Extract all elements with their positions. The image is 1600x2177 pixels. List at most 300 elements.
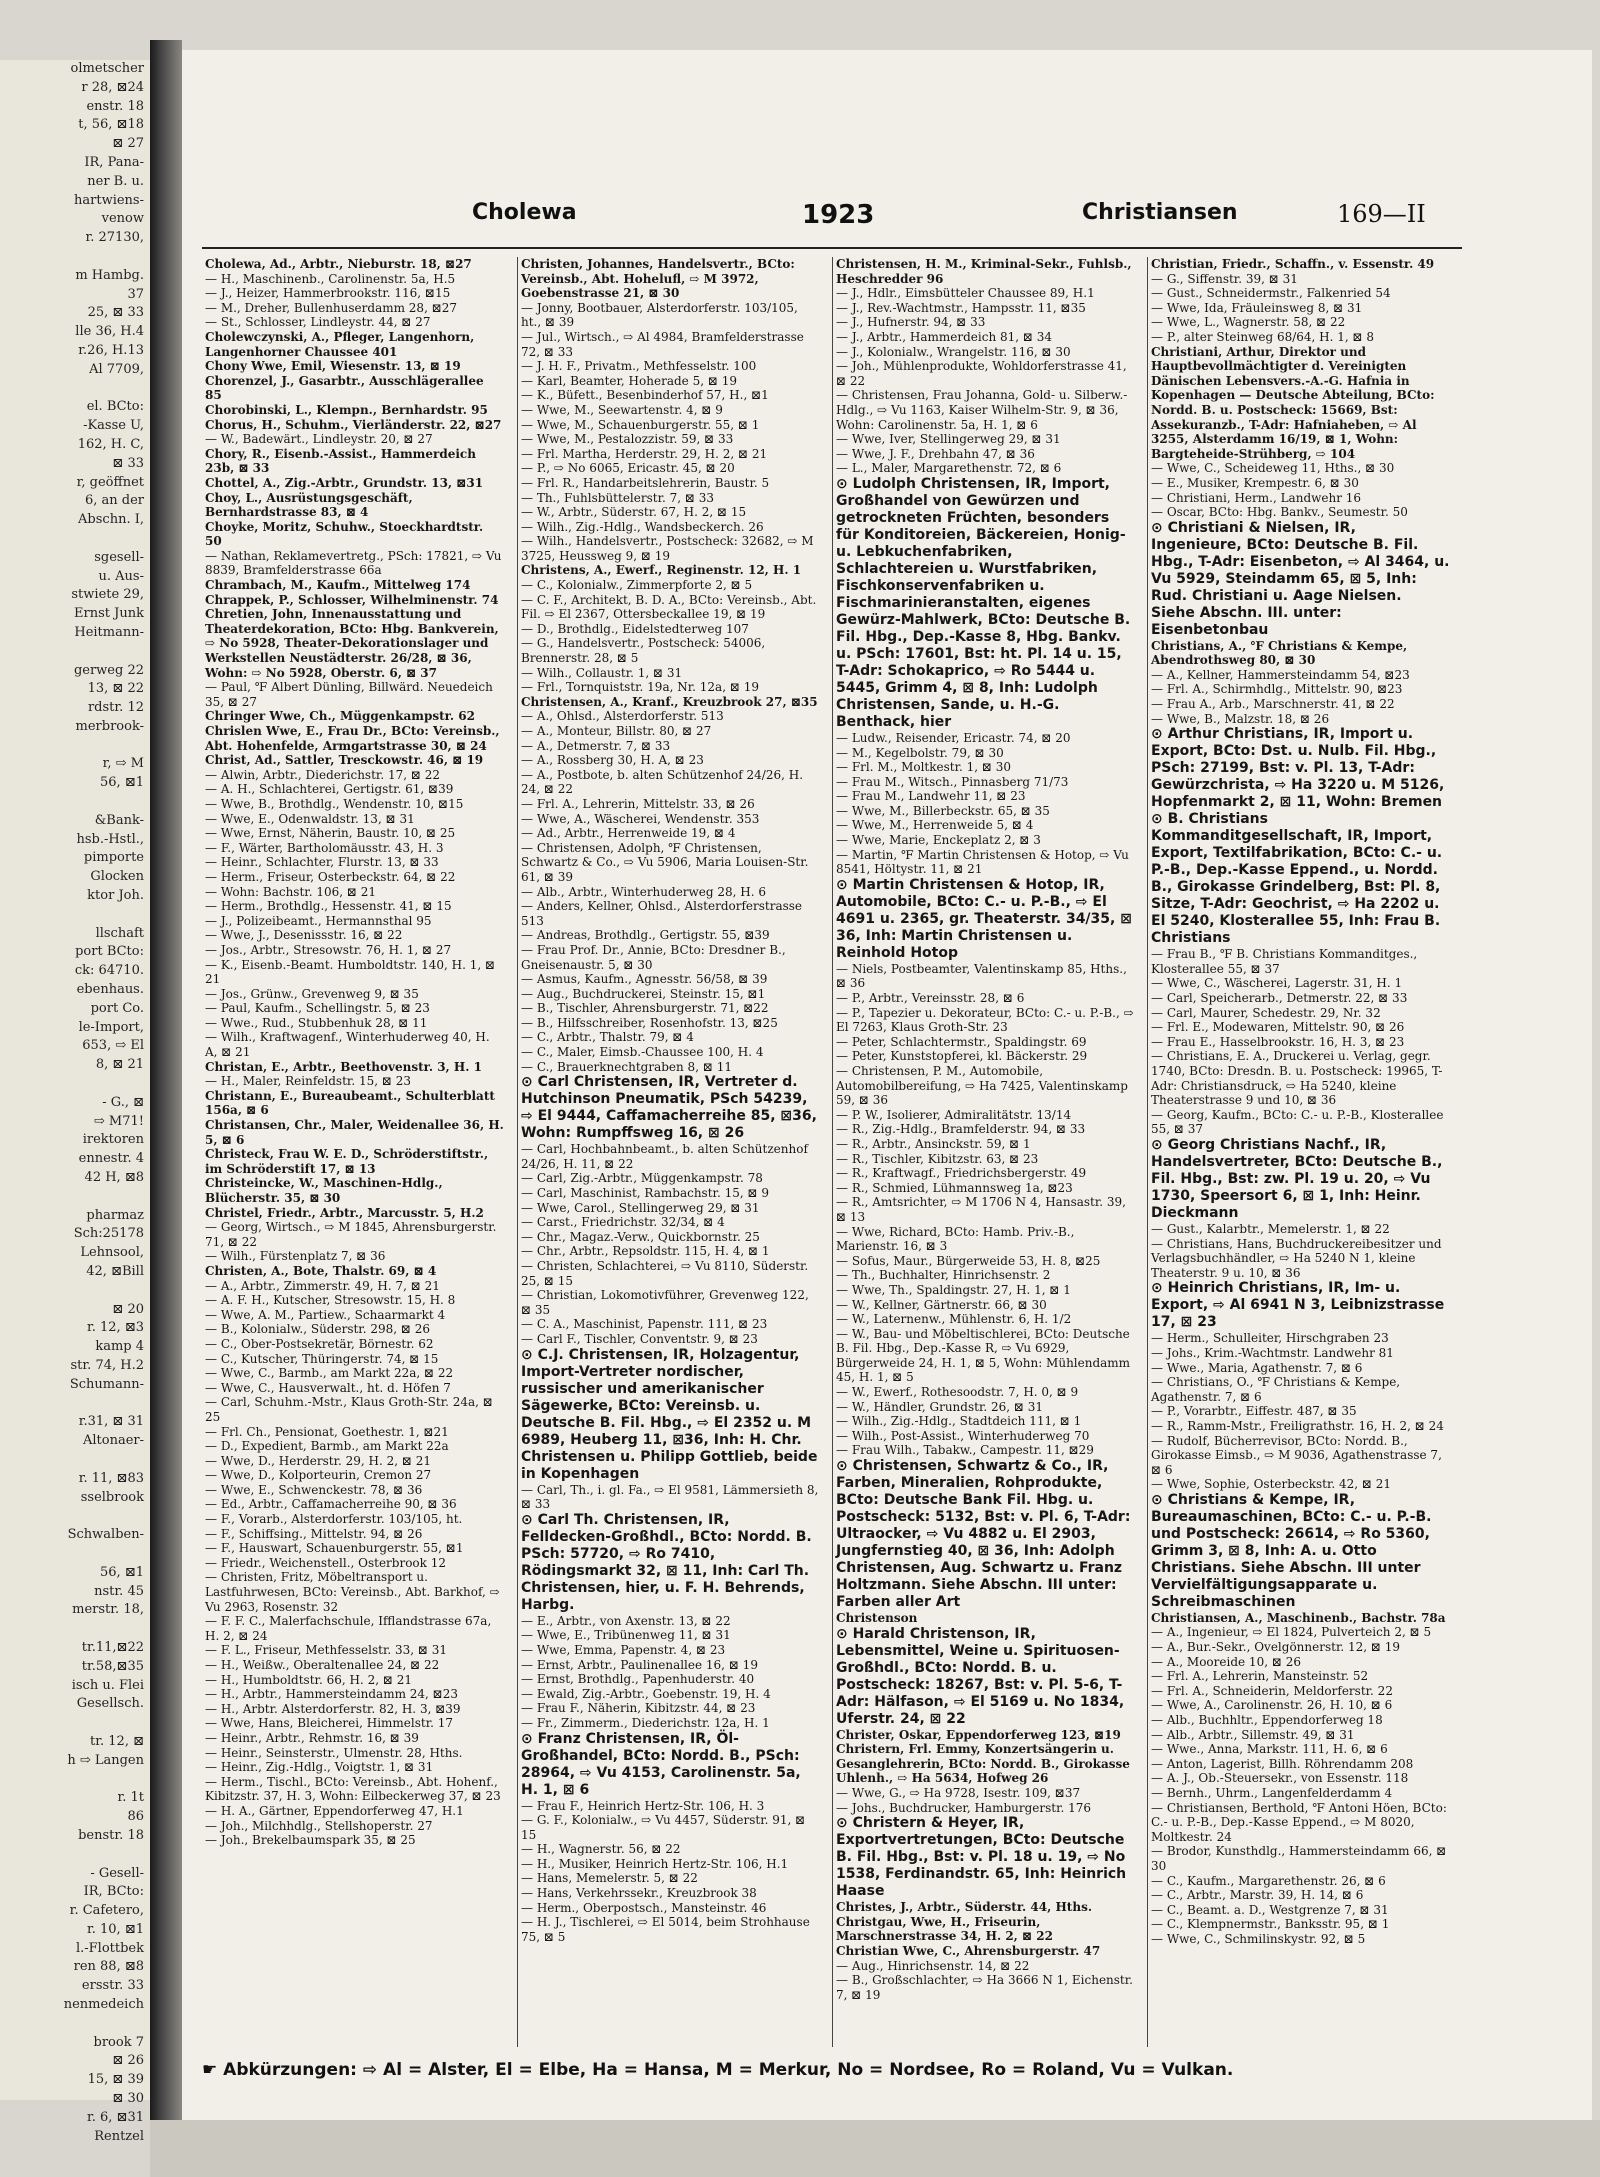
directory-entry: — C., Ober-Postsekretär, Börnestr. 62 [205,1336,434,1351]
directory-entry: — Christen, Schlachterei, ⇨ Vu 8110, Süderstr. 25, ⊠ 15 [521,1259,809,1288]
directory-entry: — P., Vorarbtr., Eiffestr. 487, ⊠ 35 [1151,1404,1357,1419]
directory-entry: Chrappek, P., Schlosser, Wilhelminenstr. 74 [205,592,499,607]
facing-page-line: nenmedeich [63,1997,144,2013]
directory-entry: — P., ⇨ No 6065, Ericastr. 45, ⊠ 20 [521,461,735,476]
facing-page-line: venow [101,211,144,227]
directory-entry: — J., Heizer, Hammerbrookstr. 116, ⊠15 [205,286,451,301]
facing-page-line: 13, ⊠ 22 [87,681,144,697]
facing-page-line: ktor Joh. [87,888,144,904]
directory-entry: — Andreas, Brothdlg., Gertigstr. 55, ⊠39 [521,928,770,943]
directory-entry: — A., Bur.-Sekr., Ovelgönnerstr. 12, ⊠ 19 [1151,1640,1401,1655]
directory-entry: — Frl. A., Schneiderin, Meldorferstr. 22 [1151,1683,1393,1698]
directory-entry: — Jul., Wirtsch., ⇨ Al 4984, Bramfelderstrasse 72, ⊠ 33 [521,329,804,359]
directory-entry: — H., Humboldtstr. 66, H. 2, ⊠ 21 [205,1672,412,1687]
firm-entry: ⊙ C.J. Christensen, IR, Holzagentur, Import-Vertreter nordischer, russischer und amerikanischer Sägewerke, BCto: Vereinsb. u. Deutsche B. Fil. Hbg., ⇨ El 2352 u. M 6989, Heuberg 11, ⊠36, Inh: H. Chr. Christensen u. Philipp Gottlieb, beide in Kopenhagen [521,1346,818,1482]
directory-entry: — L., Maler, Margarethenstr. 72, ⊠ 6 [836,461,1062,476]
facing-page-line: str. 74, H.2 [70,1357,144,1373]
directory-entry: — R., Arbtr., Ansinckstr. 59, ⊠ 1 [836,1136,1031,1151]
facing-page-line: h ⇨ Langen [67,1752,144,1768]
facing-page-line: olmetscher [70,61,144,76]
directory-entry: — Ernst, Brothdlg., Papenhuderstr. 40 [521,1672,755,1687]
directory-entry: — H., Maler, Reinfeldstr. 15, ⊠ 23 [205,1074,411,1089]
directory-entry: — F. F. C., Malerfachschule, Ifflandstrasse 67a, H. 2, ⊠ 24 [205,1614,492,1643]
directory-entry: Christiani, Arthur, Direktor und Hauptbevollmächtigter d. Vereinigten Dänischen Lebensvers.-A.-G. Hafnia in Kopenhagen — Deutsche Abteilung, BCto: Nordd. B. u. Postscheck: 15669, Bst: Assekuranzb., T-Adr: Hafniaheben, ⇨ Al 3255, Alsterdamm 16/19, ⊠ 1, Wohn: Bargteheide-Strühberg, ⇨ 104 [1151,344,1435,461]
directory-entry: — Christians, O., ℉ Christians & Kempe, Agathenstr. 7, ⊠ 6 [1151,1375,1401,1404]
directory-entry: — Wwe, Emma, Papenstr. 4, ⊠ 23 [521,1642,726,1657]
directory-entry: Christiansen, A., Maschinenb., Bachstr. 78a [1151,1610,1446,1625]
directory-entry: Christern, Frl. Emmy, Konzertsängerin u. Gesanglehrerin, BCto: Nordd. B., Girokasse Uhlenh., ⇨ Ha 5634, Hofweg 26 [836,1742,1130,1786]
directory-entry: Chrislen Wwe, E., Frau Dr., BCto: Vereinsb., Abt. Hohenfelde, Armgartstrasse 30, ⊠ 24 [205,724,500,753]
directory-entry: — H., Musiker, Heinrich Hertz-Str. 106, H.1 [521,1856,789,1871]
directory-entry: — Heinr., Schlachter, Flurstr. 13, ⊠ 33 [205,855,439,870]
directory-entry: — Frl. A., Schirmhdlg., Mittelstr. 90, ⊠23 [1151,682,1403,697]
facing-page-line: IR, BCto: [83,1884,144,1900]
directory-entry: Chory, R., Eisenb.-Assist., Hammerdeich 23b, ⊠ 33 [205,446,476,476]
directory-entry: — A., Rossberg 30, H. A, ⊠ 23 [521,753,704,768]
directory-entry: — Carst., Friedrichstr. 32/34, ⊠ 4 [521,1215,725,1230]
header-year: 1923 [802,200,875,230]
facing-page-line: tr.58,⊠35 [81,1658,144,1674]
directory-entry: Christensen, H. M., Kriminal-Sekr., Fuhlsb., Heschredder 96 [836,257,1132,286]
facing-page-line: irektoren [82,1132,144,1148]
directory-entry: — R., Schmied, Lühmannsweg 1a, ⊠23 [836,1180,1073,1195]
directory-entry: — Heinr., Zig.-Hdlg., Voigtstr. 1, ⊠ 31 [205,1760,434,1775]
facing-page-line: ⊠ 33 [112,455,144,471]
facing-page-strip [0,60,150,2144]
directory-entry: — Wilh., Handelsvertr., Postscheck: 32682, ⇨ M 3725, Heussweg 9, ⊠ 19 [521,534,814,563]
directory-entry: — Wwe, A. M., Partiew., Schaarmarkt 4 [205,1307,446,1322]
directory-entry: — W., Laternenw., Mühlenstr. 6, H. 1/2 [836,1312,1072,1327]
facing-page-line: IR, Pana- [84,154,144,170]
facing-page-line: t, 56, ⊠18 [78,117,144,133]
facing-page-line: hsb.-Hstl., [76,831,144,847]
firm-entry: ⊙ Ludolph Christensen, IR, Import, Großhandel von Gewürzen und getrockneten Früchten, besonders für Konditoreien, Bäckereien, Honig- u. Lebkuchenfabriken, Schlachtereien u. Wurstfabriken, Fischkonservenfabriken u. Fischmarinieranstalten, eigenes Gewürz-Mahlwerk, BCto: Deutsche B. Fil. Hbg., Dep.-Kasse 8, Hbg. Bankv. u. PSch: 17601, Bst: ht. Pl. 14 u. 15, T-Adr: Schokaprico, ⇨ Ro 5444 u. 5445, Grimm 4, ⊠ 8, Inh: Ludolph Christensen, Sande, u. H.-G. Benthack, hier [836,475,1131,730]
directory-entry: — Wwe, C., Hausverwalt., ht. d. Höfen 7 [205,1380,451,1395]
directory-entry: — M., Dreher, Bullenhuserdamm 28, ⊠27 [205,300,458,315]
directory-entry: — Christensen, Frau Johanna, Gold- u. Silberw.-Hdlg., ⇨ Vu 1163, Kaiser Wilhelm-Str. 9, ⊠ 36, Wohn: Carolinenstr. 5a, H. 1, ⊠ 6 [836,388,1128,432]
directory-entry: — W., Händler, Grundstr. 26, ⊠ 31 [836,1399,1044,1414]
directory-entry: — K., Büfett., Besenbinderhof 57, H., ⊠1 [521,388,769,403]
header-last-name: Christiansen [1082,200,1238,225]
directory-entry: — Karl, Beamter, Hoherade 5, ⊠ 19 [521,373,737,388]
facing-page-line: Glocken [90,869,144,885]
directory-entry: — F., Hauswart, Schauenburgerstr. 55, ⊠1 [205,1541,464,1556]
directory-entry: Christansen, Chr., Maler, Weidenallee 36, H. 5, ⊠ 6 [205,1118,504,1147]
facing-page-line: ⊠ 20 [112,1301,144,1317]
directory-entry: — Wwe, C., Schmilinskystr. 92, ⊠ 5 [1151,1931,1366,1946]
facing-page-line: stwiete 29, [71,587,144,603]
directory-entry: — Nathan, Reklamevertretg., PSch: 17821, ⇨ Vu 8839, Bramfelderstrasse 66a [205,548,502,578]
facing-page-line: -Kasse U, [83,418,144,434]
directory-entry: — Carl, Th., i. gl. Fa., ⇨ El 9581, Lämmersieth 8, ⊠ 33 [521,1482,819,1512]
facing-page-line: Schwalben- [67,1527,144,1543]
directory-entry: — Wilh., Collaustr. 1, ⊠ 31 [521,665,683,680]
directory-entry: — A., Ohlsd., Alsterdorferstr. 513 [521,709,724,724]
directory-entry: — Wwe, Iver, Stellingerweg 29, ⊠ 31 [836,432,1061,447]
facing-page-line: ren 88, ⊠8 [73,1959,144,1975]
directory-entry: — Wwe, E., Schwenckestr. 78, ⊠ 36 [205,1482,423,1497]
facing-page-line: 6, an der [84,493,144,509]
scan-background [150,2120,1600,2177]
directory-entry: — Paul, ℉ Albert Dünling, Billwärd. Neuedeich 35, ⊠ 27 [205,680,493,709]
facing-page-line: 37 [127,286,144,302]
directory-entry: — Christiani, Herm., Landwehr 16 [1151,490,1362,505]
directory-entry: — Carl, Speicherarb., Detmerstr. 22, ⊠ 33 [1151,991,1408,1006]
directory-entry: — F., Wärter, Bartholomäusstr. 43, H. 3 [205,840,444,855]
directory-entry: Cholewczynski, A., Pfleger, Langenhorn, Langenhorner Chaussee 401 [205,329,475,359]
facing-page-line: ⊠ 26 [112,2053,144,2069]
directory-entry: — Frau F., Näherin, Kibitzstr. 44, ⊠ 23 [521,1701,756,1716]
facing-page-line: lle 36, H.4 [75,324,144,340]
directory-entry: Christgau, Wwe, H., Friseurin, Marschnerstrasse 34, H. 2, ⊠ 22 [836,1914,1053,1944]
facing-page-line: ebenhaus. [76,982,144,998]
directory-entry: — Herm., Oberpostsch., Mansteinstr. 46 [521,1900,767,1915]
directory-entry: — W., Kellner, Gärtnerstr. 66, ⊠ 30 [836,1297,1047,1312]
directory-entry: Christians, A., ℉ Christians & Kempe, Abendrothsweg 80, ⊠ 30 [1151,638,1408,668]
directory-entry: — Wwe, C., Barmb., am Markt 22a, ⊠ 22 [205,1366,454,1381]
directory-entry: — Wilh., Post-Assist., Winterhuderweg 70 [836,1428,1090,1443]
directory-entry: — Alb., Buchhltr., Eppendorferweg 18 [1151,1713,1383,1728]
directory-entry: — Aug., Hinrichsenstr. 14, ⊠ 22 [836,1958,1030,1973]
directory-entry: — B., Großschlachter, ⇨ Ha 3666 N 1, Eichenstr. 7, ⊠ 19 [836,1973,1133,2002]
directory-entry: — Martin, ℉ Martin Christensen & Hotop, ⇨ Vu 8541, Höltystr. 11, ⊠ 21 [836,847,1129,877]
facing-page-line: 15, ⊠ 39 [87,2072,144,2088]
directory-entry: — W., Ewerf., Rothesoodstr. 7, H. 0, ⊠ 9 [836,1385,1079,1400]
directory-entry: — Frl., Tornquiststr. 19a, Nr. 12a, ⊠ 19 [521,680,759,695]
directory-entry: — Ludw., Reisender, Ericastr. 74, ⊠ 20 [836,730,1071,745]
directory-entry: — Jonny, Bootbauer, Alsterdorferstr. 103/105, ht., ⊠ 39 [521,300,798,330]
directory-entry: — C., Kutscher, Thüringerstr. 74, ⊠ 15 [205,1351,439,1366]
firm-entry: ⊙ Harald Christenson, IR, Lebensmittel, Weine u. Spirituosen-Großhdl., BCto: Nordd. B. u. Postscheck: 18267, Bst: v. Pl. 5-6, T-Adr: Hälfason, ⇨ El 5169 u. No 1834, Uferstr. 24, ⊠ 22 [836,1625,1125,1727]
directory-entry: — Frl. Martha, Herderstr. 29, H. 2, ⊠ 21 [521,446,768,461]
directory-entry: — Anders, Kellner, Ohlsd., Alsterdorferstrasse 513 [521,899,803,928]
directory-entry: — Wwe, Hans, Bleicherei, Himmelstr. 17 [205,1716,454,1731]
directory-entry: — Frl. A., Lehrerin, Mittelstr. 33, ⊠ 26 [521,796,755,811]
facing-page-line: benstr. 18 [78,1827,144,1843]
facing-page-line [0,1451,150,1470]
facing-page-line: Schumann- [69,1376,144,1392]
facing-page-line: el. BCto: [86,399,144,415]
directory-entry: — Herm., Tischl., BCto: Vereinsb., Abt. Hohenf., Kibitzstr. 37, H. 3, Wohn: Eilbeckerweg 37, ⊠ 23 [205,1774,501,1804]
directory-entry: — C., Arbtr., Marstr. 39, H. 14, ⊠ 6 [1151,1888,1364,1903]
directory-entry: — F., Schiffsing., Mittelstr. 94, ⊠ 26 [205,1526,423,1541]
directory-entry: — W., Bau- und Möbeltischlerei, BCto: Deutsche B. Fil. Hbg., Dep.-Kasse R, ⇨ Vu 6929, Bürgerweide 24, H. 1, ⊠ 5, Wohn: Mühlendamm 45, H. 1, ⊠ 5 [836,1326,1131,1385]
directory-entry: Choyke, Moritz, Schuhw., Stoeckhardtstr. 50 [205,519,484,549]
directory-entry: — Anton, Lagerist, Billh. Röhrendamm 208 [1151,1756,1414,1771]
entry-columns [202,257,1462,2047]
directory-entry: — Wwe, Ernst, Näherin, Baustr. 10, ⊠ 25 [205,826,456,841]
facing-page-line [0,1620,150,1639]
facing-page-line: merstr. 18, [72,1602,144,1618]
directory-entry: — Wwe, M., Billerbeckstr. 65, ⊠ 35 [836,803,1050,818]
facing-page-line [0,1282,150,1301]
directory-entry: — R., Kraftwagf., Friedrichsbergerstr. 49 [836,1166,1087,1181]
facing-page-line: ennestr. 4 [78,1151,144,1167]
facing-page-line [0,793,150,812]
directory-entry: — R., Amtsrichter, ⇨ M 1706 N 4, Hansastr. 39, ⊠ 13 [836,1195,1126,1224]
directory-entry: — Wwe, C., Scheideweg 11, Hths., ⊠ 30 [1151,461,1395,476]
directory-entry: — Wwe, E., Tribünenweg 11, ⊠ 31 [521,1628,731,1643]
directory-entry: — Sofus, Maur., Bürgerweide 53, H. 8, ⊠25 [836,1253,1101,1268]
directory-entry: — Wwe, M., Seewartenstr. 4, ⊠ 9 [521,402,723,417]
directory-entry: Christan, E., Arbtr., Beethovenstr. 3, H. 1 [205,1059,482,1074]
directory-entry: — Jos., Grünw., Grevenweg 9, ⊠ 35 [205,986,419,1001]
directory-entry: — Frau M., Landwehr 11, ⊠ 23 [836,789,1026,804]
facing-page-line: ⊠ 30 [112,2091,144,2107]
facing-page-line: pimporte [83,850,144,866]
facing-page-line: r. 27130, [85,230,144,246]
directory-entry: — Gust., Schneidermstr., Falkenried 54 [1151,286,1391,301]
directory-entry: — J., Hufnerstr. 94, ⊠ 33 [836,315,986,330]
abbreviations-footer: ☛ Abkürzungen: ⇨ Al = Alster, El = Elbe, Ha = Hansa, M = Merkur, No = Nordsee, Ro = Roland, Vu = Vulkan. [202,2060,1234,2080]
directory-entry: — Chr., Arbtr., Repsoldstr. 115, H. 4, ⊠ 1 [521,1244,770,1259]
directory-entry: — H., Wagnerstr. 56, ⊠ 22 [521,1842,681,1857]
directory-entry: — W., Badewärt., Lindleystr. 20, ⊠ 27 [205,432,433,447]
directory-entry: — Carl, Schuhm.-Mstr., Klaus Groth-Str. 24a, ⊠ 25 [205,1395,493,1424]
directory-entry: — Frl. E., Modewaren, Mittelstr. 90, ⊠ 26 [1151,1020,1405,1035]
directory-entry: — E., Musiker, Krempestr. 6, ⊠ 30 [1151,475,1359,490]
facing-page-line: r. 10, ⊠1 [86,1921,144,1937]
directory-entry: — Wwe, Marie, Enckeplatz 2, ⊠ 3 [836,833,1041,848]
facing-page-line: r.26, H.13 [78,342,144,358]
directory-entry: — Peter, Kunststopferei, kl. Bäckerstr. 29 [836,1049,1088,1064]
facing-page-line [0,530,150,549]
facing-page-line: Lehnsool, [80,1245,144,1261]
facing-page-line [0,1075,150,1094]
directory-entry: — Georg, Kaufm., BCto: C.- u. P.-B., Klosterallee 55, ⊠ 37 [1151,1107,1444,1137]
directory-entry: Christ, Ad., Sattler, Tresckowstr. 46, ⊠ 19 [205,753,484,768]
directory-entry: — Oscar, BCto: Hbg. Bankv., Seumestr. 50 [1151,505,1408,520]
directory-entry: — Aug., Buchdruckerei, Steinstr. 15, ⊠1 [521,986,766,1001]
directory-entry: — Wwe, J., Desenissstr. 16, ⊠ 22 [205,928,403,943]
facing-page-line: enstr. 18 [86,98,144,114]
facing-page-line: pharmaz [86,1207,144,1223]
facing-page-line [0,737,150,756]
directory-entry: — J., Arbtr., Hammerdeich 81, ⊠ 34 [836,329,1053,344]
directory-entry: — A. J., Ob.-Steuersekr., von Essenstr. 118 [1151,1771,1409,1786]
directory-entry: Christian Wwe, C., Ahrensburgerstr. 47 [836,1943,1101,1958]
facing-page-line: - G., ⊠ [102,1094,144,1110]
directory-entry: Christann, E., Bureaubeamt., Schulterblatt 156a, ⊠ 6 [205,1088,495,1118]
directory-entry: — Wwe, L., Wagnerstr. 58, ⊠ 22 [1151,315,1346,330]
facing-page-line: 162, H. C, [77,436,144,452]
directory-entry: — H. J., Tischlerei, ⇨ El 5014, beim Strohhause 75, ⊠ 5 [521,1915,810,1944]
directory-entry: Chorobinski, L., Klempn., Bernhardstr. 95 [205,402,488,417]
directory-entry: — H., Weißw., Oberaltenallee 24, ⊠ 22 [205,1658,440,1672]
directory-entry: — C., Arbtr., Thalstr. 79, ⊠ 4 [521,1030,694,1045]
facing-page-line: Gesellsch. [76,1696,144,1712]
facing-page-line: Sch:25178 [73,1226,144,1242]
directory-entry: — Christians, Hans, Buchdruckereibesitzer und Verlagsbuchhändler, ⇨ Ha 5240 N 1, kleine Theaterstr. 9 u. 10, ⊠ 36 [1151,1236,1442,1280]
directory-entry: — Wwe, M., Herrenweide 5, ⊠ 4 [836,818,1034,833]
directory-entry: — Fr., Zimmerm., Diederichstr. 12a, H. 1 [521,1715,770,1730]
directory-entry: Chrambach, M., Kaufm., Mittelweg 174 [205,578,471,593]
directory-entry: — Wwe, B., Brothdlg., Wendenstr. 10, ⊠15 [205,796,464,811]
directory-entry: — Carl, Hochbahnbeamt., b. alten Schützenhof 24/26, H. 11, ⊠ 22 [521,1142,808,1171]
directory-entry: — Herm., Brothdlg., Hessenstr. 41, ⊠ 15 [205,899,452,914]
directory-entry: — Christen, Fritz, Möbeltransport u. Lastfuhrwesen, BCto: Vereinsb., Abt. Barkhof, ⇨ Vu 2963, Rosenstr. 32 [205,1570,500,1614]
facing-page-line: merbrook- [75,718,144,734]
directory-entry: — J., Rev.-Wachtmstr., Hampsstr. 11, ⊠35 [836,300,1086,315]
facing-page-line: m Hambg. [75,267,144,283]
directory-entry: — Wilh., Fürstenplatz 7, ⊠ 36 [205,1249,386,1264]
directory-entry: — Wwe, D., Herderstr. 29, H. 2, ⊠ 21 [205,1453,432,1468]
directory-entry: — Ewald, Zig.-Arbtr., Goebenstr. 19, H. 4 [521,1686,771,1701]
facing-page-line [0,1545,150,1564]
directory-entry: — Chr., Magaz.-Verw., Quickbornstr. 25 [521,1229,760,1244]
directory-entry: — F., Vorarb., Alsterdorferstr. 103/105, ht. [205,1512,463,1527]
directory-entry: — Johs., Buchdrucker, Hamburgerstr. 176 [836,1800,1092,1815]
directory-entry: — Joh., Mühlenprodukte, Wohldorferstrasse 41, ⊠ 22 [836,359,1127,388]
firm-entry: ⊙ B. Christians Kommanditgesellschaft, IR, Import, Export, Textilfabrikation, BCto: C.- u. P.-B., Dep.-Kasse Eppend., u. Nordd. B., Girokasse Grindelberg, Bst: Pl. 8, Sitze, T-Adr: Geochrist, ⇨ Ha 2202 u. El 5240, Klosterallee 55, Inh: Frau B. Christians [1151,811,1443,947]
facing-page-line: kamp 4 [95,1339,144,1355]
facing-page-line: 56, ⊠1 [100,1564,144,1580]
directory-entry: — Wwe, A., Wäscherei, Wendenstr. 353 [521,811,760,826]
column-4 [1147,257,1450,2047]
directory-entry: — Herm., Friseur, Osterbeckstr. 64, ⊠ 22 [205,869,456,884]
facing-page-line: 42 H, ⊠8 [84,1170,144,1186]
directory-entry: — Christensen, Adolph, ℉ Christensen, Schwartz & Co., ⇨ Vu 5906, Maria Louisen-Str. 61, ⊠ 39 [521,840,809,884]
facing-page-line: r. 12, ⊠3 [86,1320,144,1336]
directory-entry: — Carl, Zig.-Arbtr., Müggenkampstr. 78 [521,1171,763,1186]
directory-entry: Chretien, John, Innenausstattung und Theaterdekoration, BCto: Hbg. Bankverein, ⇨ No 5928, Theater-Dekorationslager und Werkstellen Neustädterstr. 26/28, ⊠ 36, Wohn: ⇨ No 5928, Oberstr. 6, ⊠ 37 [205,607,499,680]
directory-entry: — Wilh., Zig.-Hdlg., Stadtdeich 111, ⊠ 1 [836,1414,1082,1429]
firm-entry: ⊙ Christensen, Schwartz & Co., IR, Farben, Mineralien, Rohprodukte, BCto: Deutsche Bank Fil. Hbg. u. Postscheck: 5132, Bst: v. Pl. 6, T-Adr: Ultraocker, ⇨ Vu 4882 u. El 2903, Jungfernstieg 40, ⊠ 36, Inh: Adolph Christensen, Aug. Schwartz u. Franz Holtzmann. Siehe Abschn. III unter: Farben aller Art [836,1458,1131,1611]
directory-entry: — P., Arbtr., Vereinsstr. 28, ⊠ 6 [836,991,1025,1006]
directory-entry: — W., Arbtr., Süderstr. 67, H. 2, ⊠ 15 [521,505,747,520]
facing-page-line: &Bank- [94,812,144,828]
facing-page-line: ck: 64710. [74,963,144,979]
directory-entry: — Wwe, G., ⇨ Ha 9728, Isestr. 109, ⊠37 [836,1786,1081,1800]
directory-entry: — Frl. A., Lehrerin, Mansteinstr. 52 [1151,1669,1369,1684]
directory-entry: — Frau E., Hasselbrookstr. 16, H. 3, ⊠ 23 [1151,1034,1405,1049]
facing-page-line: 25, ⊠ 33 [87,305,144,321]
directory-entry: — M., Kegelbolstr. 79, ⊠ 30 [836,745,1004,760]
directory-entry: Chringer Wwe, Ch., Müggenkampstr. 62 [205,709,475,724]
directory-entry: — Ed., Arbtr., Caffamacherreihe 90, ⊠ 36 [205,1497,457,1512]
firm-entry: ⊙ Christiani & Nielsen, IR, Ingenieure, BCto: Deutsche B. Fil. Hbg., T-Adr: Eisenbeton, ⇨ Al 3464, u. Vu 5929, Steindamm 65, ⊠ 5, Inh: Rud. Christiani u. Aage Nielsen. Siehe Abschn. III. unter: Eisenbetonbau [1151,519,1450,638]
directory-entry: — G., Siffenstr. 39, ⊠ 31 [1151,271,1298,286]
running-header [182,200,1592,240]
directory-entry: — Friedr., Weichenstell., Osterbrook 12 [205,1555,447,1570]
facing-page-line: brook 7 [93,2034,144,2050]
directory-entry: — Ernst, Arbtr., Paulinenallee 16, ⊠ 19 [521,1657,758,1672]
directory-entry: — Alb., Arbtr., Sillemstr. 49, ⊠ 31 [1151,1727,1355,1742]
facing-page-line: sselbrook [80,1489,144,1505]
firm-entry: ⊙ Arthur Christians, IR, Import u. Export, BCto: Dst. u. Nulb. Fil. Hbg., PSch: 27199, Bst: v. Pl. 13, T-Adr: Gewürzchrista, ⇨ Ha 3220 u. M 5126, Hopfenmarkt 2, ⊠ 11, Wohn: Bremen [1151,726,1445,811]
directory-entry: — St., Schlosser, Lindleystr. 44, ⊠ 27 [205,315,431,330]
facing-page-line: r, geöffnet [76,474,144,490]
facing-page-line: 42, ⊠Bill [86,1264,144,1279]
directory-entry: — Carl, Maschinist, Rambachstr. 15, ⊠ 9 [521,1186,769,1201]
firm-entry: ⊙ Georg Christians Nachf., IR, Handelsvertreter, BCto: Deutsche B., Fil. Hbg., Bst: zw. Pl. 19 u. 20, ⇨ Vu 1730, Speersort 6, ⊠ 1, Inh: Heinr. Dieckmann [1151,1136,1443,1221]
directory-entry: — C., Klempnermstr., Banksstr. 95, ⊠ 1 [1151,1917,1390,1932]
directory-entry: — Wwe, Th., Spaldingstr. 27, H. 1, ⊠ 1 [836,1282,1071,1297]
directory-entry: — A., Mooreide 10, ⊠ 26 [1151,1654,1301,1669]
directory-entry: — Wwe, D., Kolporteurin, Cremon 27 [205,1468,432,1483]
directory-entry: — Gust., Kalarbtr., Memelerstr. 1, ⊠ 22 [1151,1221,1390,1236]
directory-entry: — Niels, Postbeamter, Valentinskamp 85, Hths., ⊠ 36 [836,961,1127,991]
facing-page-line: r. Cafetero, [69,1903,144,1919]
facing-page-line: 86 [127,1809,144,1825]
directory-entry: — J., Polizeibeamt., Hermannsthal 95 [205,913,432,928]
directory-entry: — Paul, Kaufm., Schellingstr. 5, ⊠ 23 [205,1001,430,1016]
directory-entry: — Rudolf, Bücherrevisor, BCto: Nordd. B., Girokasse Eimsb., ⇨ M 9036, Agathenstrasse 7, ⊠ 6 [1151,1433,1442,1477]
directory-entry: — Frau F., Heinrich Hertz-Str. 106, H. 3 [521,1798,765,1813]
facing-page-line [0,906,150,925]
firm-entry: ⊙ Heinrich Christians, IR, Im- u. Export, ⇨ Al 6941 N 3, Leibnizstrasse 17, ⊠ 23 [1151,1280,1445,1331]
facing-page-line: r 28, ⊠24 [81,79,144,95]
directory-entry: — Joh., Brekelbaumspark 35, ⊠ 25 [205,1833,416,1848]
directory-entry: — Wwe, C., Wäscherei, Lagerstr. 31, H. 1 [1151,976,1403,991]
directory-entry: Christeincke, W., Maschinen-Hdlg., Blücherstr. 35, ⊠ 30 [205,1176,443,1205]
firm-entry: ⊙ Christians & Kempe, IR, Bureaumaschinen, BCto: C.- u. P.-B. und Postscheck: 26614, ⇨ Ro 5360, Grimm 3, ⊠ 8, Inh: A. u. Otto Christians. Siehe Abschn. III unter Vervielfältigungsapparate u. Schreibmaschinen [1151,1491,1432,1610]
firm-entry: ⊙ Christern & Heyer, IR, Exportvertretungen, BCto: Deutsche B. Fil. Hbg., Bst: v. Pl. 18 u. 19, ⇨ No 1538, Ferdinandstr. 65, Inh: Heinrich Haase [836,1815,1127,1900]
directory-entry: — A., Monteur, Billstr. 80, ⊠ 27 [521,724,712,738]
column-1 [202,257,504,2047]
facing-page-line: 653, ⇨ El [82,1038,144,1054]
facing-page-line: port Co. [90,1000,144,1016]
directory-entry: — Christensen, P. M., Automobile, Automobilbereifung, ⇨ Ha 7425, Valentinskamp 59, ⊠ 36 [836,1064,1128,1108]
directory-entry: — G. F., Kolonialw., ⇨ Vu 4457, Süderstr. 91, ⊠ 15 [521,1813,806,1842]
directory-entry: — Carl F., Tischler, Conventstr. 9, ⊠ 23 [521,1331,758,1346]
facing-page-line: tr. 12, ⊠ [90,1733,144,1749]
facing-page-line: tr.11,⊠22 [81,1639,144,1655]
directory-entry: Christes, J., Arbtr., Süderstr. 44, Hths. [836,1900,1093,1915]
directory-entry: — Heinr., Arbtr., Rehmstr. 16, ⊠ 39 [205,1730,419,1745]
directory-entry: — R., Tischler, Kibitzstr. 63, ⊠ 23 [836,1151,1039,1166]
directory-entry: Christen, Johannes, Handelsvertr., BCto: Vereinsb., Abt. Hohelufl, ⇨ M 3972, Goebenstrasse 21, ⊠ 30 [521,257,795,301]
directory-entry: — Hans, Memelerstr. 5, ⊠ 22 [521,1871,698,1886]
facing-page-line: ersstr. 33 [81,1978,144,1994]
facing-page-line: llschaft [95,925,144,941]
facing-page-line: - Gesell- [90,1865,144,1881]
firm-entry: ⊙ Martin Christensen & Hotop, IR, Automobile, BCto: C.- u. P.-B., ⇨ El 4691 u. 2365, gr. Theaterstr. 34/35, ⊠ 36, Inh: Martin Christensen u. Reinhold Hotop [836,876,1132,961]
directory-entry: — Wwe, J. F., Drehbahn 47, ⊠ 36 [836,446,1035,461]
directory-entry: — A., Arbtr., Zimmerstr. 49, H. 7, ⊠ 21 [205,1278,440,1293]
directory-entry: — Wwe., Maria, Agathenstr. 7, ⊠ 6 [1151,1360,1363,1375]
directory-entry: Christel, Friedr., Arbtr., Marcusstr. 5, H.2 [205,1205,484,1220]
facing-page-line [0,1846,150,1865]
directory-entry: — Heinr., Seinsterstr., Ulmenstr. 28, Hths. [205,1745,463,1760]
directory-entry: — P. W., Isolierer, Admiralitätstr. 13/14 [836,1107,1072,1122]
book-gutter [150,40,182,2120]
directory-entry: — A., Detmerstr. 7, ⊠ 33 [521,738,671,753]
directory-entry: — J. H. F., Privatm., Methfesselstr. 100 [521,359,757,374]
directory-entry: — Frau Wilh., Tabakw., Campestr. 11, ⊠29 [836,1443,1094,1458]
directory-entry: — G., Handelsvertr., Postscheck: 54006, Brennerstr. 28, ⊠ 5 [521,636,766,666]
facing-page-line: hartwiens- [74,192,144,208]
facing-page-line: 56, ⊠1 [100,775,144,791]
directory-entry: — Jos., Arbtr., Stresowstr. 76, H. 1, ⊠ 27 [205,942,452,957]
facing-page-line [0,1507,150,1526]
directory-entry: — Wwe, Carol., Stellingerweg 29, ⊠ 31 [521,1200,760,1215]
directory-entry: — B., Hilfsschreiber, Rosenhofstr. 13, ⊠25 [521,1015,778,1030]
directory-entry: — C. F., Architekt, B. D. A., BCto: Vereinsb., Abt. Fil. ⇨ El 2367, Ottersbeckallee 19, ⊠ 19 [521,592,817,622]
directory-entry: — Wwe., Rud., Stubbenhuk 28, ⊠ 11 [205,1015,428,1030]
directory-entry: — Ad., Arbtr., Herrenweide 19, ⊠ 4 [521,826,736,841]
directory-entry: — Frl. M., Moltkestr. 1, ⊠ 30 [836,760,1012,775]
directory-entry: — H., Arbtr., Hammersteindamm 24, ⊠23 [205,1687,458,1702]
directory-entry: Chorenzel, J., Gasarbtr., Ausschlägerallee 85 [205,373,484,403]
facing-page-line: gerweg 22 [73,662,144,678]
directory-entry: — Wwe, B., Malzstr. 18, ⊠ 26 [1151,711,1330,726]
directory-entry: — Hans, Verkehrssekr., Kreuzbrook 38 [521,1886,757,1901]
directory-entry: — Frau B., ℉ B. Christians Kommanditges., Klosterallee 55, ⊠ 37 [1151,947,1418,976]
directory-entry: — Bernh., Uhrm., Langenfelderdamm 4 [1151,1786,1393,1800]
facing-page-line [0,2015,150,2034]
directory-entry: Christens, A., Ewerf., Reginenstr. 12, H. 1 [521,563,802,578]
